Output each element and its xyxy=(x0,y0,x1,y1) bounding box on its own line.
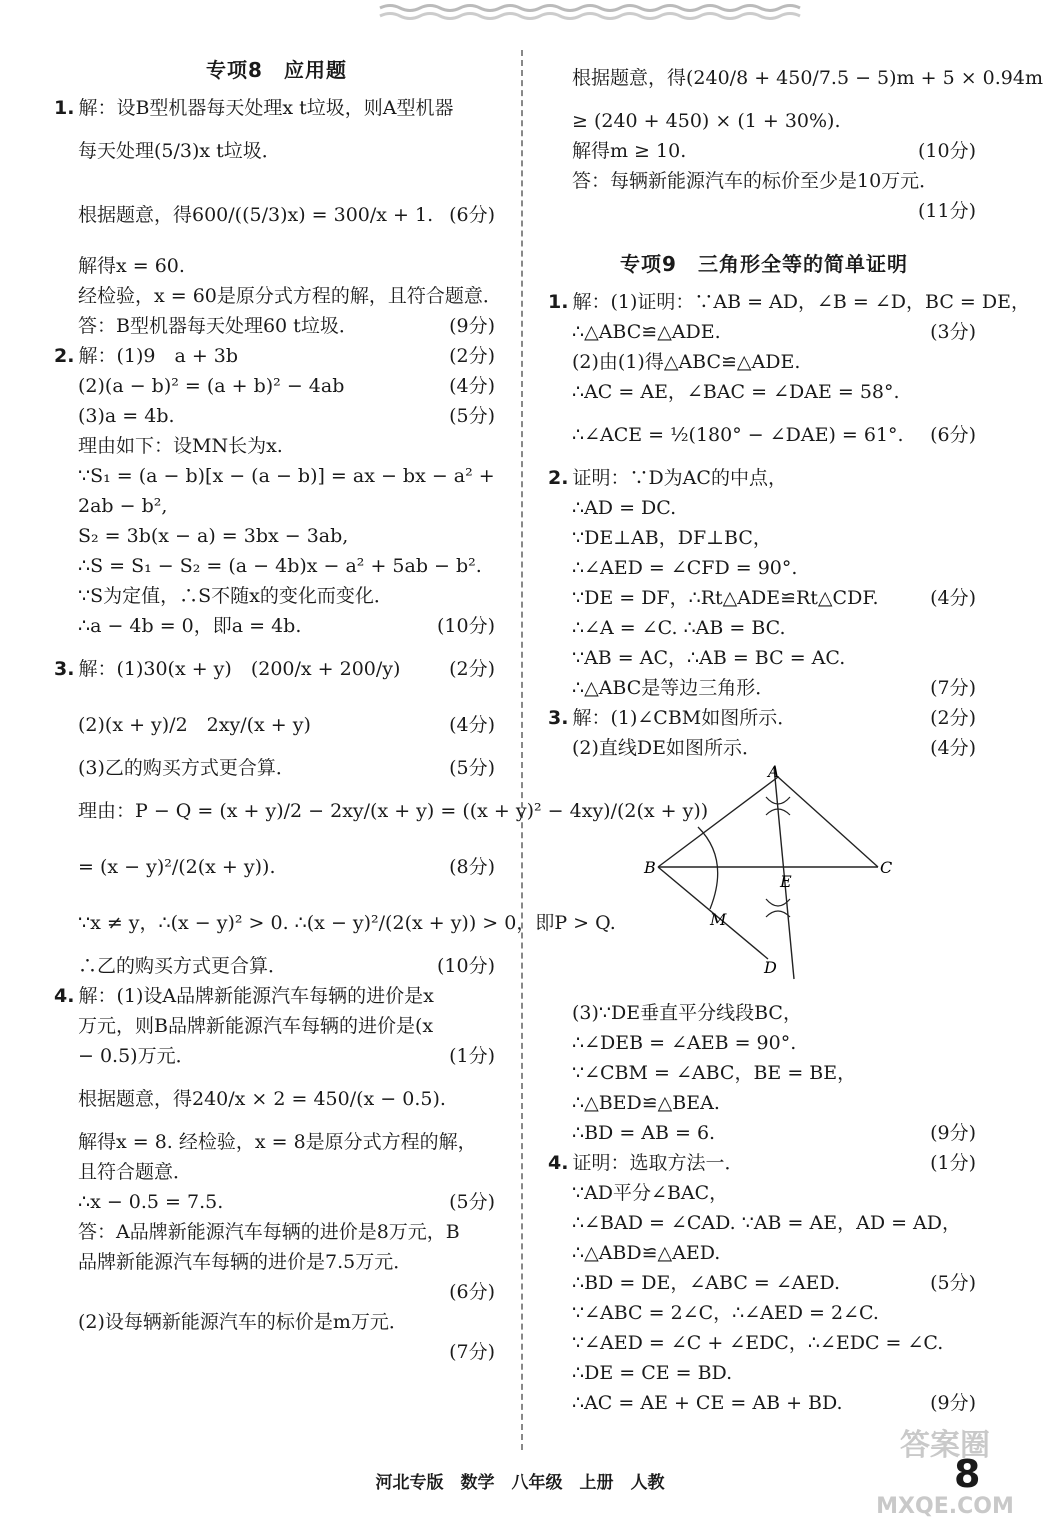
line-text: 答：每辆新能源汽车的标价至少是10万元． xyxy=(572,170,939,192)
right-bottom-lines xyxy=(548,998,980,1418)
score-mark: (10分) xyxy=(917,140,976,162)
line-text: 解：(1)证明：∵AB = AD，∠B = ∠D，BC = DE， xyxy=(572,291,1030,313)
score-mark: (6分) xyxy=(449,204,495,226)
line-text: ∴∠BAD = ∠CAD. ∵AB = AE，AD = AD， xyxy=(572,1212,962,1234)
line-text: S₂ = 3b(x − a) = 3bx − 3ab, xyxy=(78,525,349,547)
problem-start-line xyxy=(548,703,980,733)
segment-AC xyxy=(778,777,878,867)
solution-line xyxy=(548,1268,980,1298)
line-text: 每天处理(5/3)x t垃圾． xyxy=(78,140,281,162)
score-mark: (5分) xyxy=(449,405,495,427)
construction-arc-B xyxy=(698,827,718,909)
solution-line xyxy=(548,523,980,553)
line-text: 解：设B型机器每天处理x t垃圾，则A型机器 xyxy=(78,97,454,119)
score-mark: (5分) xyxy=(930,1272,976,1294)
line-text: 解：(1)30(x + y) (200/x + 200/y) xyxy=(78,658,401,680)
problem-start-line xyxy=(548,287,1030,317)
label-E: E xyxy=(780,872,792,891)
solution-line xyxy=(548,407,980,463)
solution-line xyxy=(548,1238,980,1268)
solution-line xyxy=(548,1358,980,1388)
line-text: ∵AB = AC，∴AB = BC = AC. xyxy=(572,647,846,669)
solution-line xyxy=(548,136,980,166)
problem-number: 2. xyxy=(54,345,75,367)
score-mark: (4分) xyxy=(449,714,495,736)
line-text: ∴乙的购买方式更合算． xyxy=(78,955,288,977)
watermark-url: MXQE.COM xyxy=(876,1494,1014,1519)
line-text: (2)由(1)得△ABC≌△ADE. xyxy=(572,351,801,373)
line-text: ∵AD平分∠BAC， xyxy=(572,1182,729,1204)
solution-line xyxy=(548,106,980,136)
line-text: ∵∠AED = ∠C + ∠EDC，∴∠EDC = ∠C. xyxy=(572,1332,944,1354)
solution-line xyxy=(548,166,980,196)
solution-line xyxy=(548,493,980,523)
solution-line xyxy=(548,1298,980,1328)
solution-line xyxy=(548,1208,980,1238)
problem-start-line xyxy=(54,93,499,123)
line-text: ∴∠A = ∠C. ∴AB = BC. xyxy=(572,617,786,639)
line-text: ∴△ABC≌△ADE. xyxy=(572,321,721,343)
line-text: ∴AC = AE，∠BAC = ∠DAE = 58°. xyxy=(572,381,900,403)
line-text: 2ab − b², xyxy=(78,495,168,517)
line-text: ∴BD = AB = 6. xyxy=(572,1122,716,1144)
label-A: A xyxy=(768,762,780,781)
problem-number: 4. xyxy=(54,985,75,1007)
solution-line xyxy=(54,431,499,461)
solution-line xyxy=(548,1058,980,1088)
solution-line xyxy=(54,1217,499,1247)
solution-line xyxy=(54,951,499,981)
line-text: ∵S₁ = (a − b)[x − (a − b)] = ax − bx − a² + xyxy=(78,465,495,487)
score-mark: (7分) xyxy=(449,1341,495,1363)
line-text: 经检验，x = 60是原分式方程的解，且符合题意． xyxy=(78,285,502,307)
line-text: ∴BD = DE，∠ABC = ∠AED. xyxy=(572,1272,840,1294)
section-title-9: 专项9 三角形全等的简单证明 xyxy=(620,252,908,276)
solution-line xyxy=(54,461,499,491)
solution-line xyxy=(54,839,499,895)
score-mark: (3分) xyxy=(930,321,976,343)
solution-line xyxy=(548,50,1043,106)
score-mark: (9分) xyxy=(449,315,495,337)
segment-AB xyxy=(658,777,778,867)
problem-start-line xyxy=(54,641,499,697)
line-text: ∴AD = DC. xyxy=(572,497,677,519)
score-mark: (4分) xyxy=(449,375,495,397)
solution-line xyxy=(54,551,499,581)
section-title-8: 专项8 应用题 xyxy=(206,58,347,82)
line-text: 解得x = 8. 经检验，x = 8是原分式方程的解， xyxy=(78,1131,477,1153)
line-text: (2)设每辆新能源汽车的标价是m万元． xyxy=(78,1311,408,1333)
right-top-lines xyxy=(548,50,1043,226)
solution-line xyxy=(548,317,980,347)
solution-line xyxy=(548,733,980,763)
right-mid-lines xyxy=(548,287,1030,763)
problem-number: 1. xyxy=(548,291,569,313)
solution-line xyxy=(54,281,502,311)
line-text: 解：(1)9 a + 3b xyxy=(78,345,239,367)
solution-line xyxy=(54,123,499,179)
problem-start-line xyxy=(548,1148,980,1178)
solution-line xyxy=(548,1328,980,1358)
line-text: ∴x − 0.5 = 7.5. xyxy=(78,1191,224,1213)
score-mark: (4分) xyxy=(930,587,976,609)
solution-line xyxy=(548,643,980,673)
score-mark: (9分) xyxy=(930,1122,976,1144)
solution-line xyxy=(54,1247,499,1277)
line-text: ∵∠CBM = ∠ABC，BE = BE， xyxy=(572,1062,857,1084)
geometry-figure xyxy=(644,762,893,987)
solution-line xyxy=(54,491,499,521)
score-mark: (6分) xyxy=(449,1281,495,1303)
solution-line xyxy=(54,1041,499,1071)
line-text: ∵∠ABC = 2∠C，∴∠AED = 2∠C. xyxy=(572,1302,879,1324)
solution-line xyxy=(548,1088,980,1118)
score-mark: (2分) xyxy=(449,345,495,367)
line-text: ∴∠DEB = ∠AEB = 90°. xyxy=(572,1032,797,1054)
solution-line xyxy=(54,371,499,401)
solution-line xyxy=(54,1157,499,1187)
line-text: 万元，则B品牌新能源汽车每辆的进价是(x xyxy=(78,1015,434,1037)
line-text: 答：A品牌新能源汽车每辆的进价是8万元，B xyxy=(78,1221,460,1243)
solution-line xyxy=(54,753,499,783)
solution-line xyxy=(54,1307,499,1337)
score-mark: (10分) xyxy=(436,615,495,637)
line-text: ∵S为定值，∴S不随x的变化而变化． xyxy=(78,585,393,607)
solution-line xyxy=(548,347,980,377)
label-M: M xyxy=(710,910,727,929)
line-text: (3)乙的购买方式更合算． xyxy=(78,757,295,779)
line-text: 解得m ≥ 10. xyxy=(572,140,687,162)
label-D: D xyxy=(764,958,777,977)
solution-line xyxy=(54,521,499,551)
solution-line xyxy=(548,1028,980,1058)
line-text: 且符合题意． xyxy=(78,1161,193,1183)
problem-start-line xyxy=(54,341,499,371)
line-text: = (x − y)²/(2(x + y)). xyxy=(78,856,276,878)
page-number: 8 xyxy=(954,1452,981,1496)
solution-line xyxy=(548,613,980,643)
line-text: (3)a = 4b. xyxy=(78,405,175,427)
column-divider xyxy=(521,50,523,1450)
line-text: ∴S = S₁ − S₂ = (a − 4b)x − a² + 5ab − b². xyxy=(78,555,482,577)
line-text: ∵DE = DF，∴Rt△ADE≌Rt△CDF. xyxy=(572,587,879,609)
solution-line xyxy=(548,998,980,1028)
problem-number: 3. xyxy=(54,658,75,680)
watermark-logo xyxy=(860,1420,1030,1519)
watermark-text: 答案圈 xyxy=(900,1428,990,1463)
solution-line xyxy=(54,783,709,839)
line-text: 解：(1)∠CBM如图所示． xyxy=(572,707,797,729)
line-text: ∴△ABC是等边三角形． xyxy=(572,677,775,699)
line-text: 根据题意，得240/x × 2 = 450/(x − 0.5). xyxy=(78,1088,446,1110)
line-text: ∴△BED≌△BEA. xyxy=(572,1092,720,1114)
solution-line xyxy=(54,401,499,431)
problem-number: 3. xyxy=(548,707,569,729)
score-mark: (5分) xyxy=(449,1191,495,1213)
problem-start-line xyxy=(54,981,499,1011)
solution-line xyxy=(54,1127,499,1157)
line-text: 解得x = 60. xyxy=(78,255,185,277)
line-text: ∴DE = CE = BD. xyxy=(572,1362,733,1384)
line-text: 根据题意，得(240/8 + 450/7.5 − 5)m + 5 × 0.94m xyxy=(572,67,1043,89)
line-text: ∴∠AED = ∠CFD = 90°. xyxy=(572,557,798,579)
solution-line xyxy=(548,377,980,407)
line-text: 根据题意，得600/((5/3)x) = 300/x + 1. xyxy=(78,204,434,226)
line-text: (2)(a − b)² = (a + b)² − 4ab xyxy=(78,375,345,397)
line-text: (3)∵DE垂直平分线段BC， xyxy=(572,1002,802,1024)
score-mark: (5分) xyxy=(449,757,495,779)
solution-line xyxy=(548,1118,980,1148)
solution-line xyxy=(548,673,980,703)
line-text: 证明：∵D为AC的中点， xyxy=(572,467,787,489)
solution-line xyxy=(54,611,499,641)
solution-line xyxy=(54,1011,499,1041)
header-decoration xyxy=(380,0,800,26)
line-text: − 0.5)万元． xyxy=(78,1045,195,1067)
line-text: ∴a − 4b = 0，即a = 4b. xyxy=(78,615,302,637)
solution-line xyxy=(548,553,980,583)
score-mark: (11分) xyxy=(917,200,976,222)
line-text: 理由如下：设MN长为x. xyxy=(78,435,283,457)
problem-start-line xyxy=(548,463,980,493)
solution-line xyxy=(54,179,499,251)
score-mark: (1分) xyxy=(449,1045,495,1067)
label-C: C xyxy=(880,858,893,877)
line-text: 证明：选取方法一． xyxy=(572,1152,744,1174)
solution-line xyxy=(54,697,499,753)
line-text: 品牌新能源汽车每辆的进价是7.5万元． xyxy=(78,1251,413,1273)
line-text: ∴△ABD≌△AED. xyxy=(572,1242,721,1264)
line-text: 解：(1)设A品牌新能源汽车每辆的进价是x xyxy=(78,985,434,1007)
label-B: B xyxy=(644,858,656,877)
line-text: ∴∠ACE = ½(180° − ∠DAE) = 61°. xyxy=(572,424,904,446)
score-mark: (2分) xyxy=(930,707,976,729)
solution-line xyxy=(54,1071,499,1127)
line-text: 答：B型机器每天处理60 t垃圾． xyxy=(78,315,358,337)
solution-line xyxy=(54,895,616,951)
line-text: ∴AC = AE + CE = AB + BD. xyxy=(572,1392,843,1414)
score-mark: (2分) xyxy=(449,658,495,680)
solution-line xyxy=(548,1388,980,1418)
score-mark: (6分) xyxy=(930,424,976,446)
score-mark: (1分) xyxy=(930,1152,976,1174)
line-text: (2)(x + y)/2 2xy/(x + y) xyxy=(78,714,311,736)
score-mark: (9分) xyxy=(930,1392,976,1414)
score-mark: (8分) xyxy=(449,856,495,878)
problem-number: 1. xyxy=(54,97,75,119)
page-footer: 河北专版 数学 八年级 上册 人教 xyxy=(375,1473,665,1493)
solution-line xyxy=(548,583,980,613)
solution-line xyxy=(54,581,499,611)
score-mark: (10分) xyxy=(436,955,495,977)
problem-number: 4. xyxy=(548,1152,569,1174)
problem-number: 2. xyxy=(548,467,569,489)
line-text: ∵DE⊥AB，DF⊥BC， xyxy=(572,527,772,549)
score-mark: (7分) xyxy=(930,677,976,699)
line-text: ∵x ≠ y，∴(x − y)² > 0. ∴(x − y)²/(2(x + y)) > 0，即P > Q. xyxy=(78,912,616,934)
right-column xyxy=(548,50,1043,1418)
solution-line xyxy=(54,311,499,341)
score-mark: (4分) xyxy=(930,737,976,759)
solution-line xyxy=(54,251,499,281)
line-text: 理由：P − Q = (x + y)/2 − 2xy/(x + y) = ((x + y)² − 4xy)/(2(x + y)) xyxy=(78,800,709,822)
solution-line xyxy=(548,1178,980,1208)
line-text: (2)直线DE如图所示． xyxy=(572,737,762,759)
line-text: ≥ (240 + 450) × (1 + 30%). xyxy=(572,110,841,132)
solution-line xyxy=(54,1187,499,1217)
